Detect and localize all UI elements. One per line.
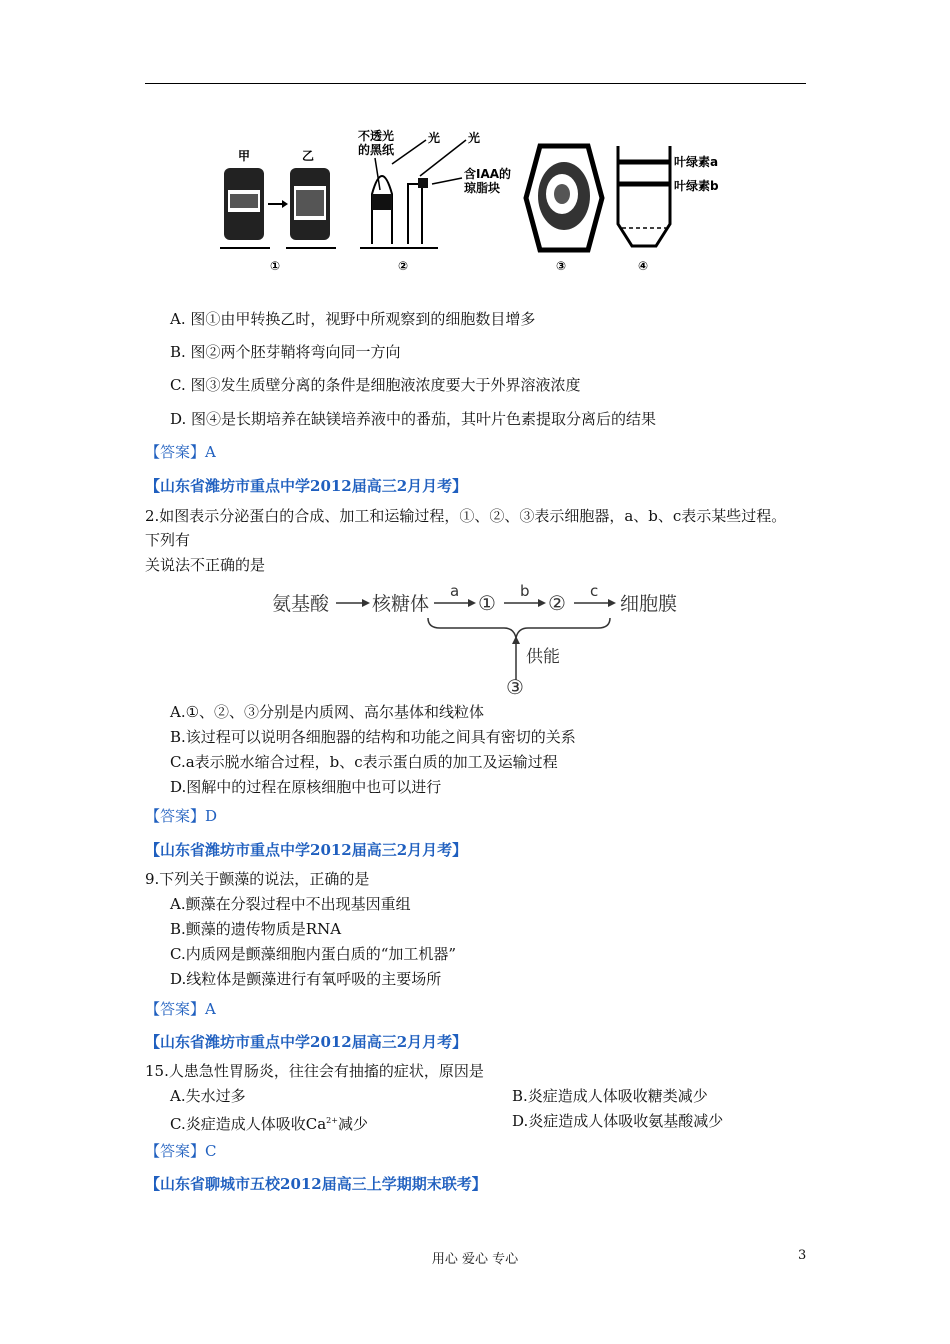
label-yi: 乙 <box>302 149 315 163</box>
chl-a-label: 叶绿素a <box>674 155 719 169</box>
q9-option-a: A.颤藻在分裂过程中不出现基因重组 <box>170 895 411 913</box>
q9-option-c: C.内质网是颤藻细胞内蛋白质的“加工机器” <box>170 945 457 963</box>
process-b-label: b <box>520 582 530 600</box>
light-label-2: 光 <box>468 131 481 145</box>
q1-option-a: A. 图①由甲转换乙时，视野中所观察到的细胞数目增多 <box>170 310 536 328</box>
q9-source: 【山东省潍坊市重点中学2012届高三2月月考】 <box>145 1033 468 1051</box>
label-jia: 甲 <box>238 149 251 163</box>
q15-source: 【山东省聊城市五校2012届高三上学期期末联考】 <box>145 1175 487 1193</box>
q2-option-a: A.①、②、③分别是内质网、高尔基体和线粒体 <box>170 703 485 721</box>
q1-option-c: C. 图③发生质壁分离的条件是细胞液浓度要大于外界溶液浓度 <box>170 376 581 394</box>
panel-4-number: ④ <box>638 259 649 273</box>
panel-3-number: ③ <box>556 259 567 273</box>
secretory-protein-diagram <box>268 580 688 698</box>
footer-motto: 用心 爱心 专心 <box>431 1252 519 1267</box>
q15-stem: 15.人患急性胃肠炎，往往会有抽搐的症状，原因是 <box>145 1062 484 1080</box>
q2-source: 【山东省潍坊市重点中学2012届高三2月月考】 <box>145 841 468 859</box>
process-c-label: c <box>590 582 599 600</box>
organelle-2-label: ② <box>548 591 566 615</box>
panel-1-number: ① <box>270 259 281 273</box>
svg-text:含IAA的 <box>464 166 511 181</box>
ribosome-label: 核糖体 <box>372 593 430 615</box>
svg-text:的黑纸 <box>358 142 395 157</box>
energy-supply-label: 供能 <box>526 647 560 667</box>
q15-option-a: A.失水过多 <box>170 1087 246 1105</box>
panel-2-number: ② <box>398 259 409 273</box>
q2-stem-line-2: 下列有 <box>145 531 191 549</box>
q15-option-b: B.炎症造成人体吸收糖类减少 <box>512 1087 708 1105</box>
q1-option-d: D. 图④是长期培养在缺镁培养液中的番茄，其叶片色素提取分离后的结果 <box>170 410 657 428</box>
agar-block-label-1: 含IAA的 <box>464 167 512 181</box>
q9-stem: 9.下列关于颤藻的说法，正确的是 <box>145 870 370 888</box>
q2-answer: 【答案】D <box>145 807 218 825</box>
amino-acid-label: 氨基酸 <box>272 593 330 615</box>
q15-option-c-tail: 减少 <box>337 1115 368 1133</box>
experiment-figure <box>210 128 730 278</box>
svg-text:琼脂块 <box>464 180 500 195</box>
q9-answer: 【答案】A <box>145 1000 216 1018</box>
q2-option-b: B.该过程可以说明各细胞器的结构和功能之间具有密切的关系 <box>170 728 576 746</box>
q2-option-c: C.a表示脱水缩合过程，b、c表示蛋白质的加工及运输过程 <box>170 753 558 771</box>
q2-stem-line-1: 2.如图表示分泌蛋白的合成、加工和运输过程，①、②、③表示细胞器，a、b、c表示某些过程。 <box>145 507 787 525</box>
header-rule <box>145 83 806 84</box>
q2-option-d: D.图解中的过程在原核细胞中也可以进行 <box>170 778 442 796</box>
cell-membrane-label: 细胞膜 <box>620 593 678 615</box>
q15-option-c-text: C.炎症造成人体吸收Ca <box>170 1115 327 1133</box>
q15-option-c <box>170 1111 368 1134</box>
opaque-paper-label-1: 不透光 <box>358 129 395 143</box>
q9-option-b: B.颤藻的遗传物质是RNA <box>170 920 342 938</box>
q2-stem-line-3: 关说法不正确的是 <box>145 556 266 574</box>
q1-option-b: B. 图②两个胚芽鞘将弯向同一方向 <box>170 343 401 361</box>
organelle-3-label: ③ <box>506 675 524 698</box>
q9-option-d: D.线粒体是颤藻进行有氧呼吸的主要场所 <box>170 970 442 988</box>
light-label-1: 光 <box>428 131 441 145</box>
chl-b-label: 叶绿素b <box>674 179 719 193</box>
page-number: 3 <box>798 1248 807 1263</box>
q15-option-d: D.炎症造成人体吸收氨基酸减少 <box>512 1112 724 1130</box>
process-a-label: a <box>450 582 460 600</box>
organelle-1-label: ① <box>478 591 496 615</box>
svg-text:不透光 <box>358 128 394 143</box>
agar-block-label-2: 琼脂块 <box>464 181 501 195</box>
calcium-charge: 2+ <box>326 1116 338 1125</box>
opaque-paper-label-2: 的黑纸 <box>358 143 395 157</box>
q15-answer: 【答案】C <box>145 1142 217 1160</box>
q1-source: 【山东省潍坊市重点中学2012届高三2月月考】 <box>145 477 468 495</box>
q1-answer: 【答案】A <box>145 443 216 461</box>
